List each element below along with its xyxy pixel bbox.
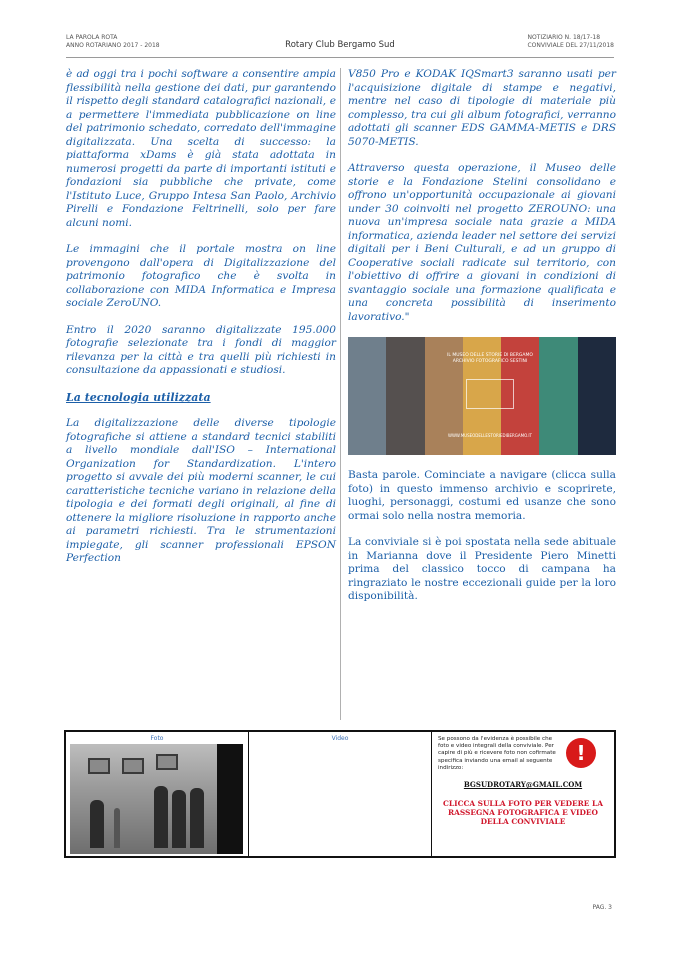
paragraph: Basta parole. Cominciate a navigare (clicca sulla foto) in questo immenso archivio e scoprirete, luoghi, personaggi, costumi ed usanze che sono ormai solo nella nostra memoria. [348,469,616,522]
video-label: Video [331,735,349,742]
rotary-year: ANNO ROTARIANO 2017 - 2018 [66,42,160,49]
person-figure [154,786,168,848]
wall-frame [156,754,178,770]
meeting-photo[interactable] [70,744,243,854]
page-header [66,34,614,58]
wall-frame [88,758,110,774]
page-number: PAG. 3 [592,904,612,911]
newsletter-name: LA PAROLA ROTA [66,34,118,41]
banner-stripe [539,337,577,455]
paragraph: è ad oggi tra i pochi software a consentire ampia flessibilità nella gestione dei dati, pur garantendo il rispetto degli standard catalografici nazionali, e a permettere l'immediata pubblicazione on line del patrimonio schedato, corredato dell'immagine digitalizzata. Una scelta di successo: la piattaforma xDams è già stata adottata in numerosi progetti da parte di importanti istituti e fondazioni sia pubbliche che private, come l'Istituto Luce, Gruppo Intesa San Paolo, Archivio Pirelli e Fondazione Feltrinelli, solo per fare alcuni nomi. [66,68,336,229]
right-column [348,68,616,617]
banner-stripe [386,337,424,455]
banner-website: WWW.MUSEODELLESTORIEDIBERGAMO.IT [448,433,532,438]
person-figure [90,800,104,848]
email-link[interactable]: BGSUDROTARY@GMAIL.COM [463,780,583,790]
club-name: Rotary Club Bergamo Sud [285,40,395,50]
person-figure [190,788,204,848]
person-figure [172,790,186,848]
museum-logo [466,379,514,409]
issue-number: NOTIZIARIO N. 18/17-18 [527,34,601,41]
museum-archive-banner[interactable] [348,337,616,455]
banner-title: IL MUSEO DELLE STORIE DI BERGAMO ARCHIVIO FOTOGRAFICO SESTINI [447,353,533,364]
paragraph: La digitalizzazione delle diverse tipologie fotografiche si attiene a standard tecnici stabiliti a livello mondiale dall'ISO – International Organization for Standardization. L'intero progetto si avvale dei più moderni scanner, le cui caratteristiche tecniche variano in relazione della tipologia e dei formati degli originali, al fine di ottenere la migliore risoluzione in rapporto anche ai parametri richiesti. Tra le strumentazioni impiegate, gli scanner professionali EPSON Perfection [66,417,336,564]
paragraph: Entro il 2020 saranno digitalizzate 195.000 fotografie selezionate tra i fondi di maggior rilevanza per la città e tra quelli più richiesti in consultazione da appassionati e studiosi. [66,323,336,376]
section-heading: La tecnologia utilizzata [66,390,211,404]
notice-text: Se possono da l'evidenza è possibile che foto e video integrali della conviviale. Per capire di più e ricevere foto non cofirmate specifica inviando una email al seguente indirizzo: [438,736,556,771]
dark-doorway [217,744,243,854]
paragraph: V850 Pro e KODAK IQSmart3 saranno usati per l'acquisizione digitale di stampe e negativi, mentre nel caso di tipologie di materiale più complesso, tra cui gli album fotografici, verranno adottati gli scanner EDS GAMMA-METIS e DRS 5070-METIS. [348,68,616,148]
paragraph: Attraverso questa operazione, il Museo delle storie e la Fondazione Stelini consolidano e offrono un'opportunità occupazionale ai giovani under 30 coinvolti nel progetto ZEROUNO: una nuova un'impresa sociale nata grazie a MIDA informatica, azienda leader nel settore dei servizi digitali per i Beni Culturali, e ad un gruppo di Cooperative sociali radicate sul territorio, con l'obiettivo di offrire a giovani in condizioni di svantaggio sociale una formazione qualificata e una concreta possibilità di inserimento lavorativo." [348,162,616,323]
paragraph: Le immagini che il portale mostra on line provengono dall'opera di Digitalizzazione del patrimonio fotografico che è svolta in collaborazione con MIDA Informatica e Impresa sociale ZeroUNO. [66,243,336,309]
paragraph: La conviviale si è poi spostata nella sede abituale in Marianna dove il Presidente Piero Minetti prima del classico tocco di campana ha ringraziato le nostre eccezionali guide per la loro disponibilità. [348,536,616,602]
click-instruction: CLICCA SULLA FOTO PER VEDERE LA RASSEGNA FOTOGRAFICA E VIDEO DELLA CONVIVIALE [443,799,603,827]
exclamation-icon: ! [566,738,596,768]
wall-frame [122,758,144,774]
info-cell [432,732,614,856]
banner-stripe [578,337,616,455]
banner-stripe [348,337,386,455]
header-right [527,34,614,50]
column-divider [340,68,341,720]
tripod [114,808,120,848]
video-cell[interactable] [249,732,432,856]
meeting-date: CONVIVIALE DEL 27/11/2018 [527,42,614,49]
media-box [64,730,616,858]
left-column [66,68,336,579]
photo-cell [66,732,249,856]
photo-label: Foto [150,735,164,742]
